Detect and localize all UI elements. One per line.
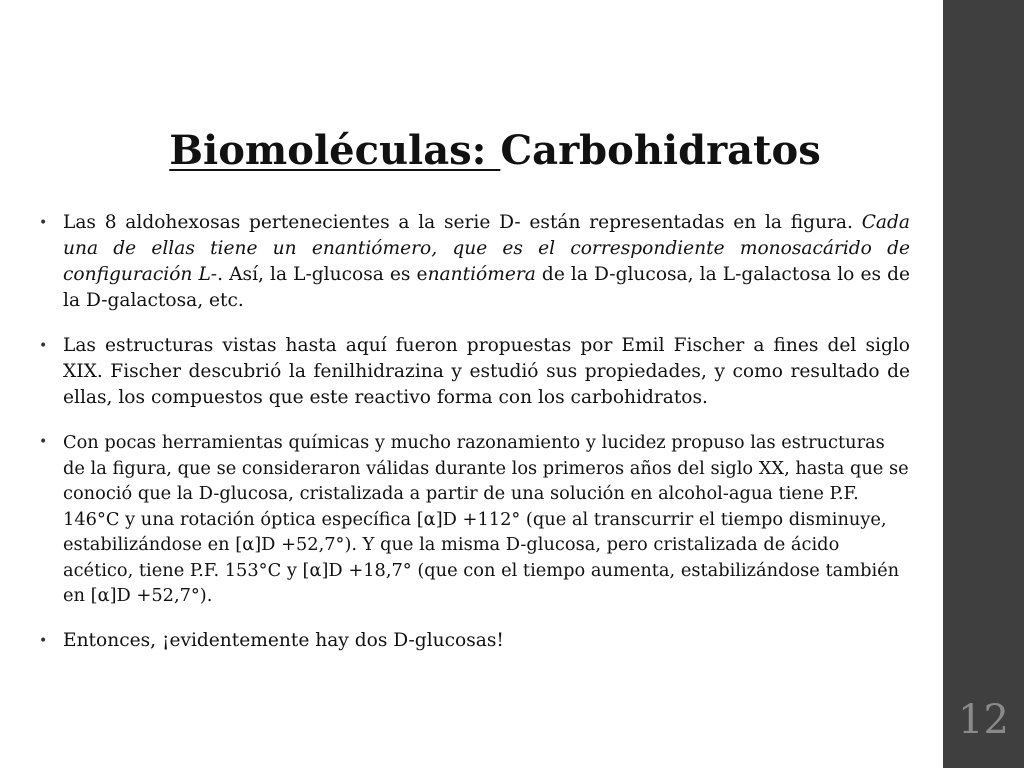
slide-title-underlined: Biomoléculas: xyxy=(169,127,501,174)
bullet-item-estructuras xyxy=(30,430,910,609)
bullet-dot-icon: • xyxy=(39,215,48,231)
bullet-dot-icon: • xyxy=(39,632,48,649)
slide-title-rest: Carbohidratos xyxy=(500,127,821,174)
bullet-1-text: Las 8 aldohexosas pertenecientes a la serie D- están representadas en la figura. Cada una de ellas tiene un enantiómero, que es el correspondiente monosacárido de configuración L-. Así, la L-glucosa es enantiómera de la D-glucosa, la L-galactosa lo es de la D-galactosa, etc. xyxy=(63,212,910,311)
bullet-2-text: Las estructuras vistas hasta aquí fueron propuestas por Emil Fischer a fines del siglo XIX. Fischer descubrió la fenilhidrazina y estudió sus propiedades, y como resultado de ellas, los compuestos que este reactivo forma con los carbohidratos. xyxy=(63,335,910,408)
bullet-item-aldohexosas xyxy=(30,210,910,314)
bullet-item-fischer xyxy=(30,333,910,411)
bullet-4-text: Entonces, ¡evidentemente hay dos D-glucosas! xyxy=(63,629,504,651)
bullet-list xyxy=(30,210,910,673)
sidebar-panel xyxy=(943,0,1024,768)
bullet-dot-icon: • xyxy=(39,338,48,354)
slide-page-number: 12 xyxy=(958,697,1009,743)
slide-title xyxy=(60,128,930,174)
bullet-dot-icon: • xyxy=(39,434,48,450)
bullet-item-conclusion xyxy=(30,628,910,654)
bullet-3-text: Con pocas herramientas químicas y mucho razonamiento y lucidez propuso las estructuras de la figura, que se consideraron válidas durante los primeros años del siglo XX, hasta que se conoció que la D-glucosa, cristalizada a partir de una solución en alcohol-agua tiene P.F. 146°C y una rotación óptica específica [α]D +112° (que al transcurrir el tiempo disminuye, estabilizándose en [α]D +52,7°). Y que la misma D-glucosa, pero cristalizada de ácido acético, tiene P.F. 153°C y [α]D +18,7° (que con el tiempo aumenta, estabilizándose también en [α]D +52,7°). xyxy=(63,432,909,606)
